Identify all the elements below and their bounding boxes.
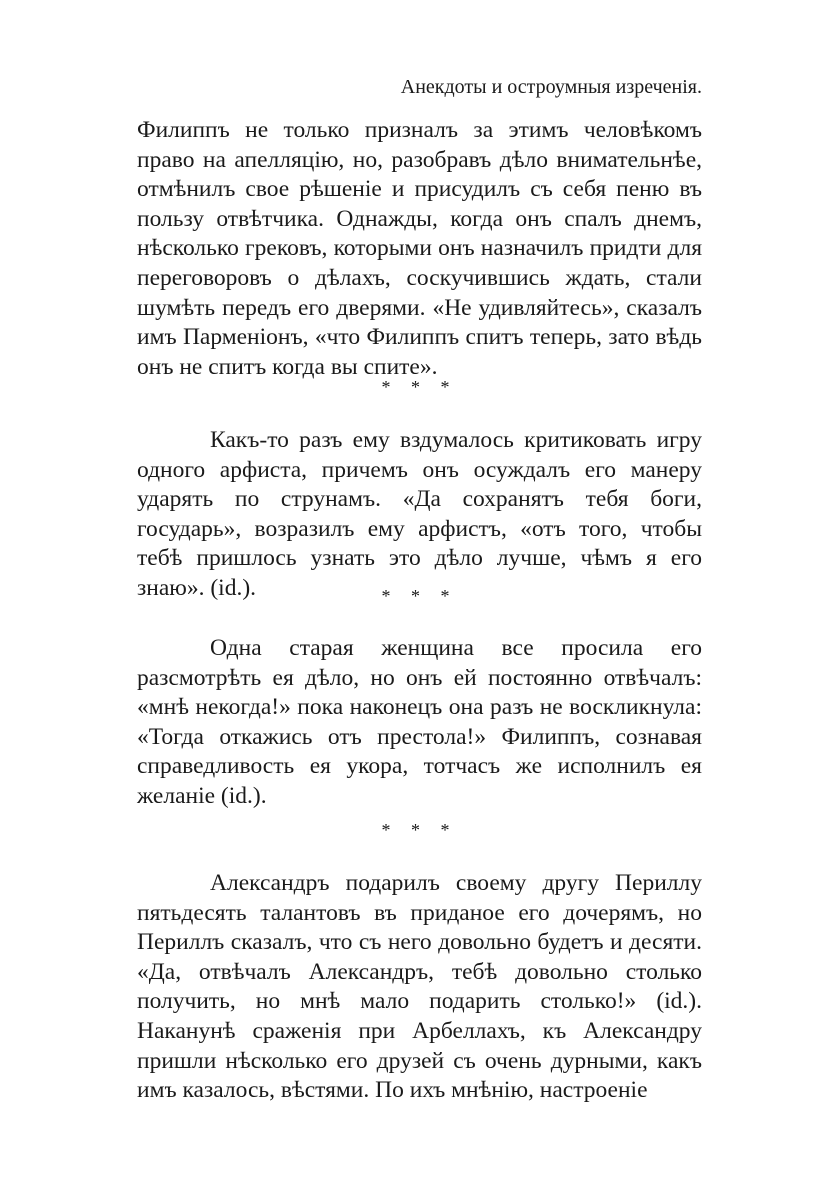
paragraph-old-woman: Одна старая женщина все просила его разсмотрѣть ея дѣло, но онъ ей постоянно отвѣчалъ: «мнѣ некогда!» пока наконецъ она разъ не воскликнула: «Тогда откажись отъ престола!» Филиппъ, сознавая справедливость ея укора, тотчасъ же исполнилъ ея желаніе (id.).	[137, 635, 702, 809]
section-separator: * * *	[381, 586, 458, 606]
paragraph-philip-appeal: Филиппъ не только призналъ за этимъ человѣкомъ право на апелляцію, но, разобравъ дѣло внимательнѣе, отмѣнилъ свое рѣшеніе и присудилъ съ себя пеню въ пользу отвѣтчика. Однажды, когда онъ спалъ днемъ, нѣсколько грековъ, которыми онъ назначилъ придти для переговоровъ о дѣлахъ, соскучившись ждать, стали шумѣть передъ его дверями. «Не удивляйтесь», сказалъ имъ Парменіонъ, «что Филиппъ спитъ теперь, зато вѣдь онъ не спитъ когда вы спите».	[137, 117, 702, 380]
paragraph-harpist: Какъ-то разъ ему вздумалось критиковать игру одного арфиста, причемъ онъ осуждалъ его манеру ударять по струнамъ. «Да сохранятъ тебя боги, государь», возразилъ ему арфистъ, «отъ того, чтобы тебѣ пришлось узнать это дѣло лучше, чѣмъ я его знаю». (id.).	[137, 427, 702, 601]
section-separator: * * *	[381, 377, 458, 397]
running-header: Анекдоты и остроумныя изреченія.	[400, 76, 702, 98]
paragraph-alexander-perillus: Александръ подарилъ своему другу Периллу пятьдесять талантовъ въ приданое его дочерямъ, но Периллъ сказалъ, что съ него довольно будетъ и десяти. «Да, отвѣчалъ Александръ, тебѣ довольно столько получить, но мнѣ мало подарить столько!» (id.). Наканунѣ сраженія при Арбеллахъ, къ Александру пришли нѣсколько его друзей съ очень дурными, какъ имъ казалось, вѣстями. По ихъ мнѣнію, настроеніе	[137, 870, 702, 1104]
section-separator: * * *	[381, 820, 458, 840]
